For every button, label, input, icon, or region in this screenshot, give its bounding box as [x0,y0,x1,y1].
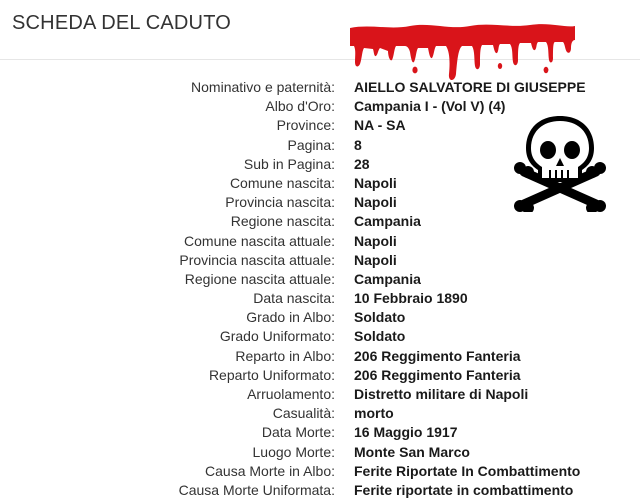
field-value: 8 [354,136,362,153]
record-row [0,481,640,500]
record-row [0,174,640,193]
field-value: Campania [354,213,421,230]
record-row [0,212,640,231]
record-row [0,308,640,327]
field-label: Pagina: [287,136,335,153]
record-row [0,462,640,481]
field-label: Casualità: [272,405,335,422]
record-row [0,443,640,462]
field-value: Soldato [354,309,406,326]
field-label: Reparto in Albo: [235,347,335,364]
record-row [0,270,640,289]
field-label: Provincia nascita: [225,194,335,211]
field-label: Sub in Pagina: [243,155,335,172]
record-row [0,136,640,155]
record-table [0,78,640,500]
field-label: Grado Uniformato: [219,328,335,345]
field-label: Province: [276,117,335,134]
record-row [0,155,640,174]
record-row [0,251,640,270]
field-value: 206 Reggimento Fanteria [354,366,521,383]
blood-drip-icon [350,18,575,84]
field-label: Provincia nascita attuale: [179,251,335,268]
field-value: 10 Febbraio 1890 [354,290,468,307]
record-row [0,385,640,404]
field-label: Arruolamento: [247,386,335,402]
field-label: Luogo Morte: [252,443,335,460]
field-value: Ferite riportate in combattimento [354,481,574,498]
field-label: Data nascita: [253,290,335,307]
field-label: Grado in Albo: [246,309,335,326]
field-label: Regione nascita attuale: [184,270,335,287]
field-value: Napoli [354,194,397,211]
record-row [0,404,640,423]
field-label: Albo d'Oro: [265,98,335,115]
page-title: SCHEDA DEL CADUTO [12,12,232,34]
field-value: Soldato [354,328,406,345]
record-row [0,327,640,346]
field-label: Causa Morte in Albo: [205,462,335,479]
field-label: Nominativo e paternità: [191,79,335,95]
field-value: Campania I - (Vol V) (4) [354,98,506,115]
record-row [0,347,640,366]
field-label: Causa Morte Uniformata: [178,481,335,498]
field-label: Comune nascita attuale: [184,232,335,249]
record-row [0,366,640,385]
field-value: Campania [354,270,421,287]
field-value: Ferite Riportate In Combattimento [354,462,581,479]
field-value: Distretto militare di Napoli [354,386,529,402]
field-label: Data Morte: [261,424,335,441]
record-row [0,78,640,97]
field-label: Comune nascita: [229,174,335,191]
record-row [0,116,640,135]
record-row [0,289,640,308]
field-value: morto [354,405,394,422]
field-value: Napoli [354,251,397,268]
field-value: 28 [354,155,370,172]
field-value: NA - SA [354,117,406,134]
field-value: Napoli [354,232,397,249]
record-row [0,232,640,251]
field-label: Regione nascita: [230,213,335,230]
field-value: 206 Reggimento Fanteria [354,347,521,364]
field-value: AIELLO SALVATORE DI GIUSEPPE [354,79,586,95]
field-value: 16 Maggio 1917 [354,424,458,441]
field-value: Napoli [354,174,397,191]
record-row [0,423,640,442]
record-row [0,97,640,116]
field-value: Monte San Marco [354,443,470,460]
field-label: Reparto Uniformato: [208,366,335,383]
record-row [0,193,640,212]
